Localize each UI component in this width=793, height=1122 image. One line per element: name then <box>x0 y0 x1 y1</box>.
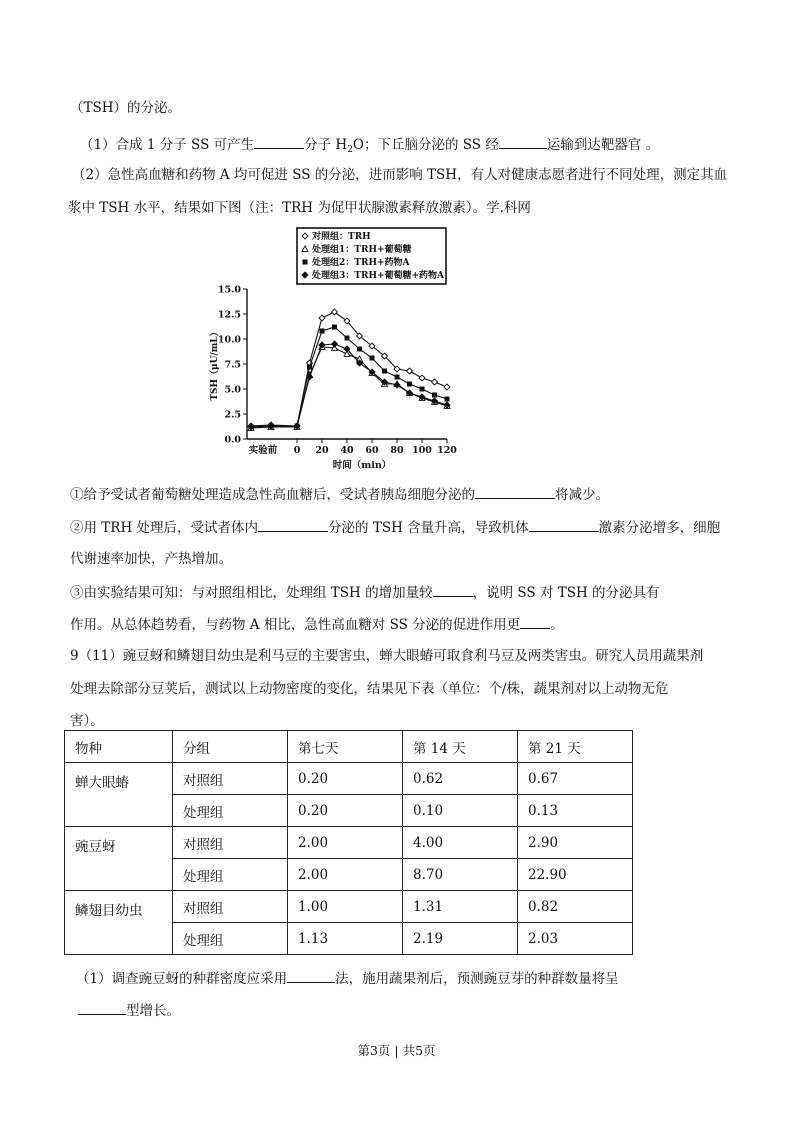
answer-blank[interactable] <box>520 614 550 629</box>
series-line <box>251 312 447 426</box>
table-cell: 1.31 <box>403 891 518 923</box>
table-cell: 22.90 <box>518 859 633 891</box>
tsh-line-chart <box>210 222 475 472</box>
x-axis-label: 时间（min） <box>332 460 392 471</box>
y-tick-label: 0.0 <box>224 434 241 446</box>
legend-entry <box>302 243 411 255</box>
data-point <box>407 382 412 387</box>
legend-marker <box>303 260 308 265</box>
series-0 <box>248 309 450 429</box>
text-line <box>70 614 564 634</box>
text-fragment: 型增长。 <box>126 1003 180 1019</box>
text-line <box>70 99 181 117</box>
text-fragment: ①给予受试者葡萄糖处理造成急性高血糖后，受试者胰岛细胞分泌的 <box>70 487 475 503</box>
table-cell: 对照组 <box>173 827 288 859</box>
series-line <box>251 327 447 427</box>
table-cell: 0.13 <box>518 795 633 827</box>
x-tick-label: 100 <box>412 445 432 456</box>
y-tick-label: 7.5 <box>224 359 241 371</box>
data-point <box>444 384 450 390</box>
table-header-row <box>65 731 633 763</box>
answer-blank[interactable] <box>254 134 304 149</box>
table-cell: 处理组 <box>173 795 288 827</box>
subquestion-2 <box>70 517 720 537</box>
answer-blank[interactable] <box>475 484 555 499</box>
x-tick-label: 40 <box>340 445 354 456</box>
table-header: 物种 <box>65 731 173 763</box>
legend-label: 处理组3：TRH+葡萄糖+药物A <box>312 271 445 281</box>
answer-blank[interactable] <box>499 134 547 149</box>
table-cell: 8.70 <box>403 859 518 891</box>
chart-series <box>248 309 450 430</box>
x-tick-label: 0 <box>293 445 301 456</box>
species-cell: 鳞翅目幼虫 <box>65 891 173 955</box>
text-fragment: 将减少。 <box>555 487 609 503</box>
question-2-line2 <box>68 199 531 217</box>
subquestion-3 <box>70 582 660 602</box>
x-tick-label: 120 <box>437 445 457 456</box>
text-line <box>78 1000 180 1020</box>
table-header: 第 21 天 <box>518 731 633 763</box>
species-cell: 蝉大眼蝽 <box>65 763 173 827</box>
text-fragment: ②用 TRH 处理后，受试者体内 <box>70 520 259 536</box>
table-cell: 1.13 <box>288 923 403 955</box>
x-tick-label: 60 <box>365 445 379 456</box>
legend-entry <box>303 256 411 268</box>
table-header: 第七天 <box>288 731 403 763</box>
data-point <box>357 347 362 352</box>
text-fragment: ，说明 SS 对 TSH 的分泌具有 <box>472 585 660 601</box>
y-tick-label: 2.5 <box>224 409 241 421</box>
data-point <box>332 341 338 347</box>
table-cell: 对照组 <box>173 891 288 923</box>
table-cell: 0.20 <box>288 795 403 827</box>
text-fragment: 。 <box>550 617 564 633</box>
question-1 <box>80 134 659 159</box>
table-row <box>65 891 633 923</box>
page-footer: 第3页 | 共5页 <box>357 1043 436 1058</box>
text-fragment: 9（11）豌豆蚜和鳞翅目幼虫是利马豆的主要害虫，蝉大眼蝽可取食利马豆及两类害虫。研究人员用蔬果剂 <box>70 648 704 664</box>
data-point <box>370 356 375 361</box>
text-fragment: 法，施用蔬果剂后，预测豌豆芽的种群数量将呈 <box>335 971 619 987</box>
problem-9-line1 <box>70 647 703 665</box>
table-cell: 2.90 <box>518 827 633 859</box>
answer-blank[interactable] <box>258 517 328 532</box>
legend-label: 处理组2：TRH+药物A <box>312 258 410 268</box>
x-tick-label: 实验前 <box>248 445 278 456</box>
legend-label: 处理组1：TRH+葡萄糖 <box>312 245 412 255</box>
data-point <box>319 315 325 321</box>
data-point <box>382 369 387 374</box>
answer-blank[interactable] <box>287 968 335 983</box>
table-cell: 对照组 <box>173 763 288 795</box>
y-tick-label: 12.5 <box>217 309 241 321</box>
y-axis-label: TSH（μU/mL） <box>210 327 220 401</box>
problem-9-line3 <box>70 712 104 730</box>
data-point <box>395 375 400 380</box>
data-point <box>419 375 425 381</box>
text-fragment: 代谢速率加快，产热增加。 <box>70 551 232 567</box>
data-point <box>307 365 312 370</box>
data-point <box>432 393 437 398</box>
text-fragment: 害）。 <box>70 713 104 729</box>
table-header: 分组 <box>173 731 288 763</box>
data-point <box>432 379 438 385</box>
text-fragment: 浆中 TSH 水平，结果如下图（注：TRH 为促甲状腺激素释放激素）。学.科网 <box>68 200 531 216</box>
data-point <box>332 325 337 330</box>
answer-blank[interactable] <box>529 517 599 532</box>
answer-blank[interactable] <box>433 582 473 597</box>
table-cell: 2.03 <box>518 923 633 955</box>
text-fragment: （2）急性高血糖和药物 A 均可促进 SS 的分泌，进而影响 TSH，有人对健康志愿者进行不同处理，测定其血 <box>72 167 728 183</box>
table-row <box>65 763 633 795</box>
subscript: 2 <box>347 145 353 155</box>
table-cell: 4.00 <box>403 827 518 859</box>
species-cell: 豌豆蚜 <box>65 827 173 891</box>
data-point <box>420 387 425 392</box>
subquestion-9-1 <box>76 968 619 988</box>
text-fragment: （1）调查豌豆蚜的种群密度应采用 <box>76 971 288 987</box>
y-tick-label: 10.0 <box>217 334 241 346</box>
chart-legend <box>297 228 446 284</box>
table-row <box>65 827 633 859</box>
question-2-line1 <box>72 166 727 184</box>
x-tick-label: 80 <box>390 445 404 456</box>
table-cell: 2.19 <box>403 923 518 955</box>
text-fragment: （TSH）的分泌。 <box>70 100 182 116</box>
table-cell: 0.10 <box>403 795 518 827</box>
answer-blank[interactable] <box>78 1000 126 1015</box>
table-header: 第 14 天 <box>403 731 518 763</box>
table-cell: 2.00 <box>288 827 403 859</box>
table-cell: 1.00 <box>288 891 403 923</box>
text-fragment: 运输到达靶器官 。 <box>546 137 660 153</box>
y-tick-label: 15.0 <box>217 284 241 296</box>
table-cell: 0.62 <box>403 763 518 795</box>
text-fragment: 处理去除部分豆荚后，测试以上动物密度的变化，结果见下表（单位：个/株，蔬果剂对以上动物无危 <box>70 681 669 697</box>
table-cell: 处理组 <box>173 859 288 891</box>
data-point <box>445 397 450 402</box>
text-fragment: ③由实验结果可知：与对照组相比，处理组 TSH 的增加量较 <box>70 585 433 601</box>
data-point <box>394 382 400 388</box>
table-cell: 0.67 <box>518 763 633 795</box>
text-fragment: 分子 H <box>304 137 348 153</box>
data-point <box>320 329 325 334</box>
table-cell: 0.82 <box>518 891 633 923</box>
subquestion-1 <box>70 484 609 504</box>
text-fragment: O；下丘脑分泌的 SS 经 <box>352 137 499 153</box>
table-cell: 处理组 <box>173 923 288 955</box>
data-point <box>407 368 413 374</box>
text-fragment: 分泌的 TSH 含量升高，导致机体 <box>328 520 529 536</box>
x-tick-label: 20 <box>315 445 329 456</box>
text-fragment: 作用。从总体趋势看，与药物 A 相比，急性高血糖对 SS 分泌的促进作用更 <box>70 617 521 633</box>
data-point <box>345 336 350 341</box>
problem-9-line2 <box>70 680 669 698</box>
legend-label: 对照组：TRH <box>312 232 371 242</box>
legend-entry <box>302 230 371 242</box>
table-cell: 0.20 <box>288 763 403 795</box>
density-table <box>64 730 633 955</box>
text-line <box>70 550 232 568</box>
table-cell: 2.00 <box>288 859 403 891</box>
text-fragment: （1）合成 1 分子 SS 可产生 <box>80 137 255 153</box>
text-fragment: 激素分泌增多，细胞 <box>598 520 721 536</box>
legend-entry <box>302 269 445 281</box>
y-tick-label: 5.0 <box>224 384 241 396</box>
